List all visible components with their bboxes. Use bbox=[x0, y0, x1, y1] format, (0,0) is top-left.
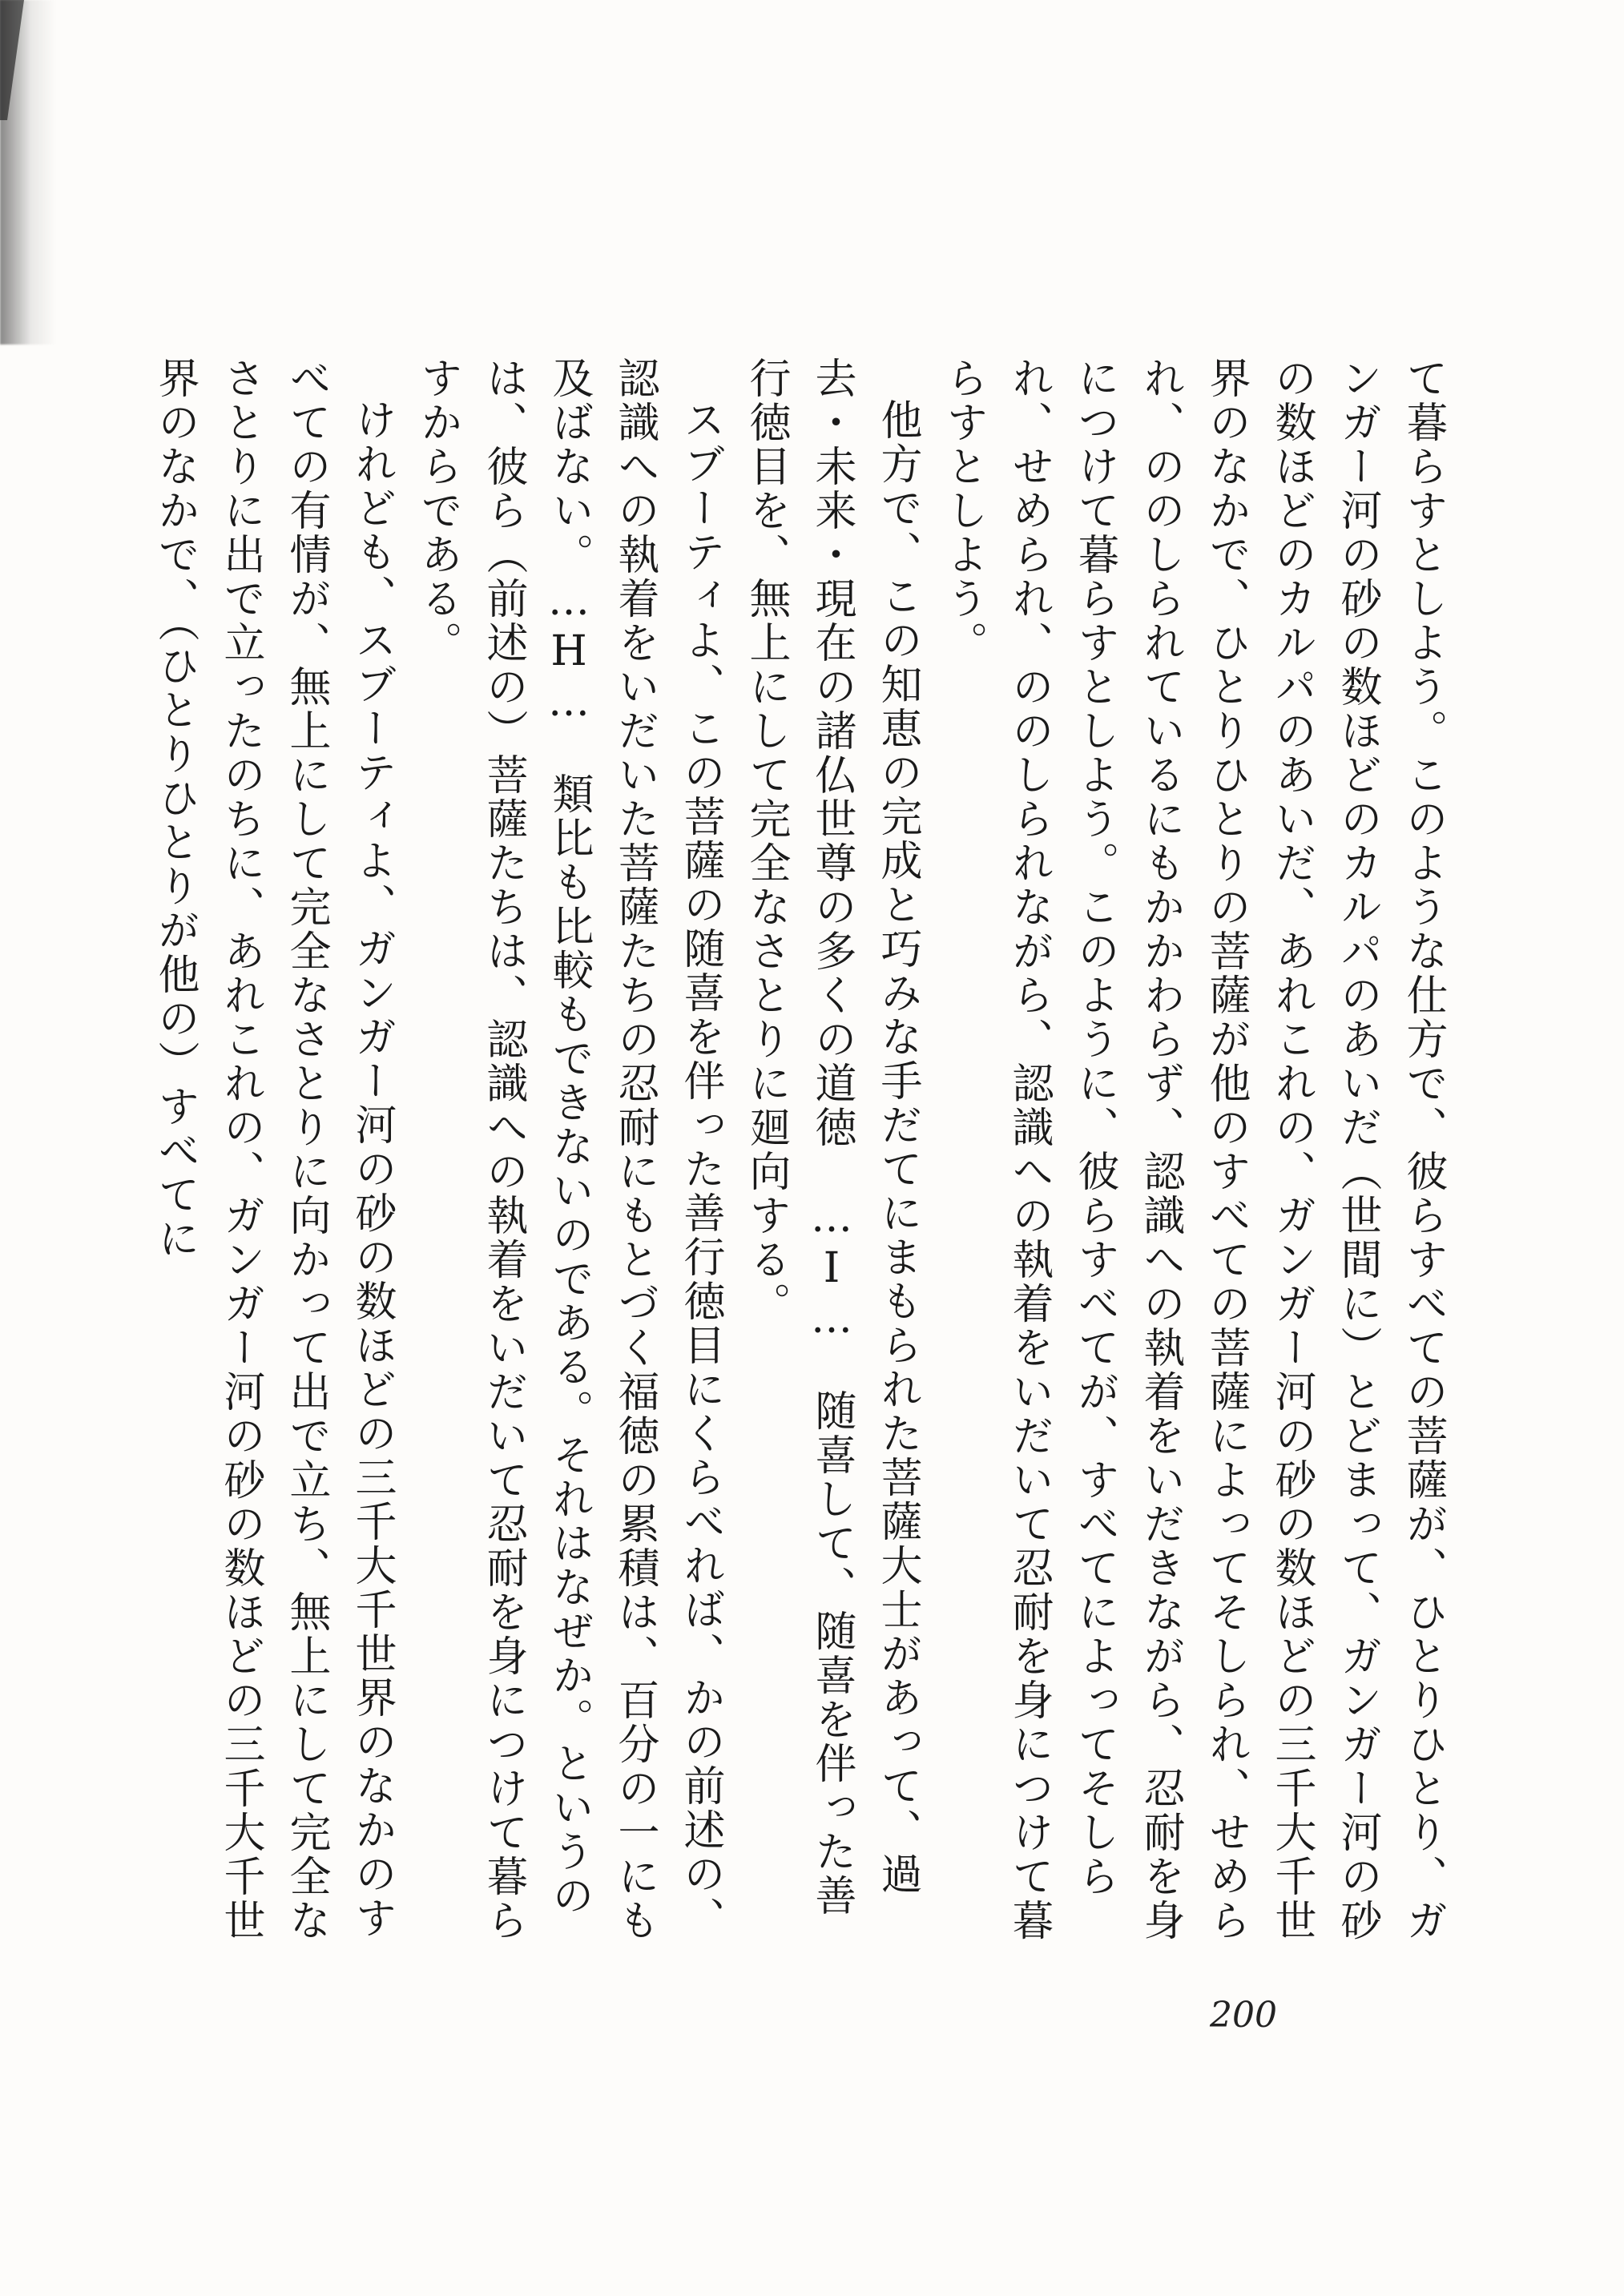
paragraph-3: スブーティよ、この菩薩の随喜を伴った善行徳目にくらべれば、かの前述の、認識への執着をいだいた菩薩たちの忍耐にもとづく福徳の累積は、百分の一にも及ばない。…H… 類比も比較もできないのである。それはなぜか。というのは、彼ら（前述の）菩薩たちは、認識への執着をいだいて忍耐を身につけて暮らすからである。 bbox=[413, 356, 724, 1943]
vertical-text-body bbox=[142, 356, 1456, 1943]
paragraph-1: て暮らすとしよう。このような仕方で、彼らすべての菩薩が、ひとりひとり、ガンガー河の砂の数ほどのカルパのあいだ（世間に）とどまって、ガンガー河の砂の数ほどのカルパのあいだ、あれこれの、ガンガー河の砂の数ほどの三千大千世界のなかで、ひとりひとりの菩薩が他のすべての菩薩によってそしられ、せめられ、ののしられているにもかかわらず、認識への執着をいだきながら、忍耐を身につけて暮らすとしよう。このように、彼らすべてが、すべてによってそしられ、せめられ、ののしられながら、認識への執着をいだいて忍耐を身につけて暮らすとしよう。 bbox=[939, 356, 1447, 1943]
page-number: 200 bbox=[1210, 1995, 1277, 2036]
paragraph-4: けれども、スブーティよ、ガンガー河の砂の数ほどの三千大千世界のなかのすべての有情が、無上にして完全なさとりに向かって出で立ち、無上にして完全なさとりに出で立ったのちに、あれこれの、ガンガー河の砂の数ほどの三千大千世界のなかで、（ひとりひとりが他の）すべてに bbox=[151, 356, 396, 1943]
paragraph-2: 他方で、この知恵の完成と巧みな手だてにまもられた菩薩大士があって、過去・未来・現在の諸仏世尊の多くの道徳 …I… 随喜して、随喜を伴った善行徳目を、無上にして完全なさとりに廻向する。 bbox=[742, 356, 921, 1918]
